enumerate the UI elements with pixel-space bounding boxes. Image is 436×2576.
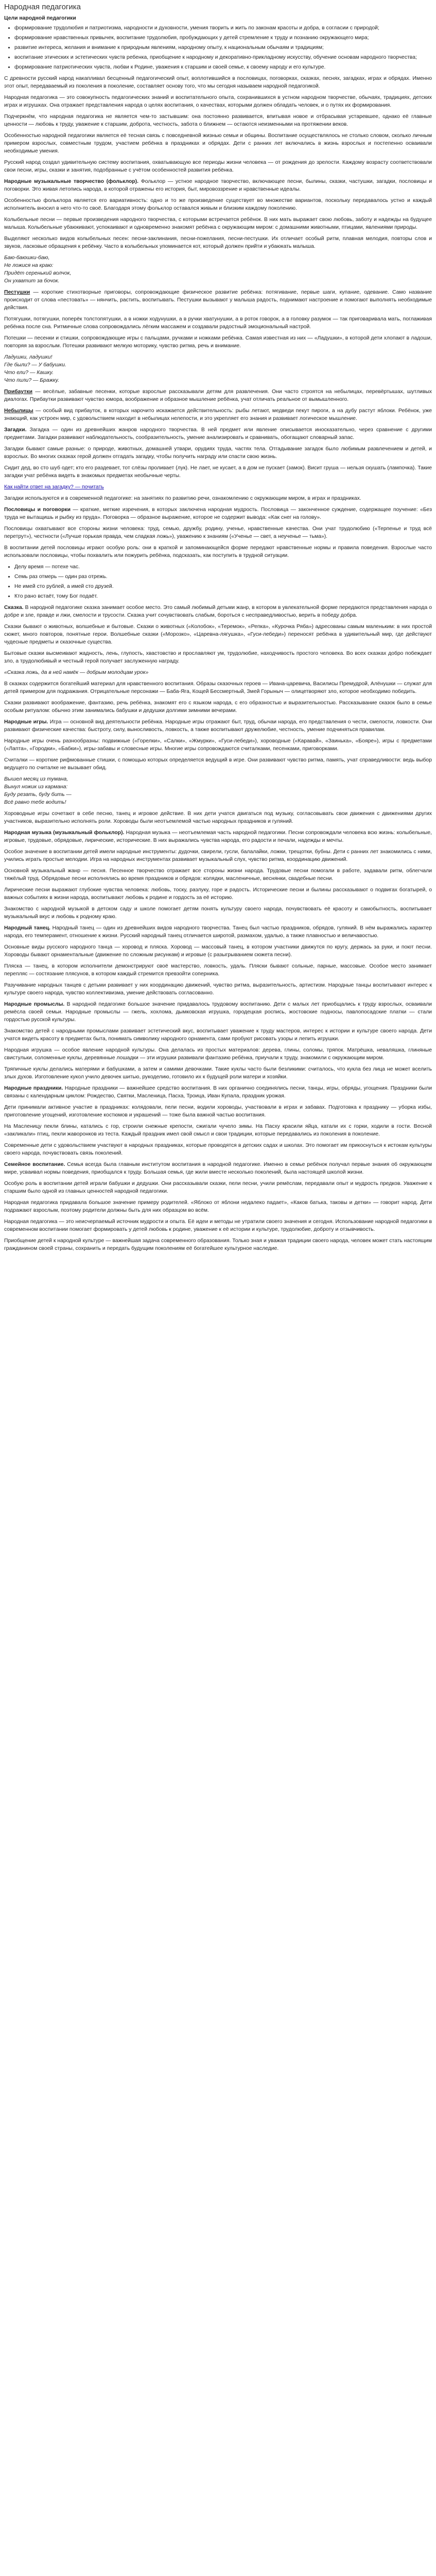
zagadki-link-paragraph <box>4 483 432 491</box>
poem-line: Баю-баюшки-баю, <box>4 255 50 261</box>
section-heading: Народные музыкальные творчество (фольклор). <box>4 179 139 184</box>
paragraph: Потешки — песенки и стишки, сопровождающие игры с пальцами, ручками и ножками ребёнка. Самая известная из них — «Ладушки», в которой дети хлопают в ладоши, повторяя за взрослым. Потешки развивают мелкую моторику, чувство ритма, речь и внимание. <box>4 335 432 349</box>
paragraph: Народная педагогика придавала большое значение примеру родителей. «Яблоко от яблони недалеко падает», «Каков батька, таковы и детки» — говорит народ. Дети подражают взрослым, поэтому родители должны быть для них образцом во всём. <box>4 1200 432 1213</box>
paragraph: Особую роль в воспитании детей играли бабушки и дедушки. Они рассказывали сказки, пели песни, учили ремёслам, передавали опыт и мудрость предков. Уважение к старшим было одной из главных ценностей народной педагогики. <box>4 1181 432 1194</box>
section-text: Народная музыка — неотъемлемая часть народной педагогики. Песни сопровождали человека всю жизнь: колыбельные, игровые, трудовые, обрядовые, лирические, исторические. В них выражались чувства народа, его радости и печали, надежды и мечты. <box>4 830 432 843</box>
section-text: — весёлые, забавные песенки, которые взрослые рассказывали детям для развлечения. Они часто строятся на небылицах, перевёртышах, шутливых диалогах. Прибаутки развивают чувство юмора, воображение и образное мышление ребёнка, учат отличать реальное от вымышленного. <box>4 389 432 402</box>
paragraph: Считалки — короткие рифмованные стишки, с помощью которых определяется ведущий в игре. Они развивают чувство ритма, память, учат справедливости: ведь выбор ведущего по считалке не вызывает обид. <box>4 757 432 771</box>
paragraph: Разучивание народных танцев с детьми развивает у них координацию движений, чувство ритма, выразительность, артистизм. Народные танцы воспитывают интерес к культуре своего народа, чувство коллективизма, умение действовать согласованно. <box>4 982 432 996</box>
paragraph: Основной музыкальный жанр — песня. Песенное творчество отражает все стороны жизни народа. Трудовые песни помогали в работе, задавали ритм, облегчали тяжёлый труд. Обрядовые песни исполнялись во время праздников и обрядов: колядки, масленичные, веснянки, свадебные песни. <box>4 868 432 882</box>
section-text: — краткие, меткие изречения, в которых заключена народная мудрость. Пословица — законченное суждение, содержащее поучение: «Без труда не вытащишь и рыбку из пруда». Поговорка — образное выражение, которое не содержит вывода: «Как снег на голову». <box>4 507 432 520</box>
paragraph: Особенностью фольклора является его вариативность: одно и то же произведение существует во множестве вариантов, поскольку передавалось устно и каждый исполнитель вносил в него что-то своё. Благодаря этому фольклор оставался живым и близким каждому поколению. <box>4 198 432 211</box>
paragraph: В воспитании детей пословицы играют особую роль: они в краткой и запоминающейся форме передают нравственные нормы и правила поведения. Взрослые часто использовали пословицы, чтобы похвалить или пожурить ребёнка, подсказать, как поступить в трудной ситуации. <box>4 545 432 558</box>
riddle-answer-link[interactable]: Как найти ответ на загадку? — почитать <box>4 484 104 490</box>
paragraph: Современные дети с удовольствием участвуют в народных праздниках, которые проводятся в детских садах и школах. Это помогает им прикоснуться к истокам культуры своего народа, почувствовать связь поколений. <box>4 1143 432 1156</box>
section-nebylitsy <box>4 407 432 422</box>
section-folk-songs <box>4 178 432 193</box>
paragraph: Пляска — танец, в котором исполнители демонстрируют своё мастерство, ловкость, удаль. Пляски бывают сольные, парные, массовые. Особое место занимает перепляс — состязание плясунов, в котором каждый стремится превзойти соперника. <box>4 963 432 977</box>
section-games <box>4 718 432 734</box>
ladushki-poem <box>4 353 432 384</box>
paragraph: Дети принимали активное участие в праздниках: колядовали, пели песни, водили хороводы, участвовали в играх и забавах. Подготовка к празднику — уборка избы, приготовление угощений, изготовление костюмов и украшений — тоже была важной частью воспитания. <box>4 1105 432 1118</box>
poem-line: Не ложися на краю: <box>4 263 54 268</box>
paragraph: Бытовые сказки высмеивают жадность, лень, глупость, хвастовство и прославляют ум, трудолюбие, находчивость простого человека. Во всех сказках добро побеждает зло, а трудолюбивый и честный герой получает заслуженную награду. <box>4 651 432 664</box>
paragraph: В сказках содержится богатейший материал для нравственного воспитания. Образы сказочных героев — Ивана-царевича, Василисы Премудрой, Алёнушки — служат для детей примером для подражания. Отрицательные персонажи — Баба-Яга, Кощей Бессмертный, Змей Горыныч — олицетворяют зло, которое необходимо победить. <box>4 681 432 694</box>
section-text: Игра — основной вид деятельности ребёнка. Народные игры отражают быт, труд, обычаи народа, его представления о чести, смелости, ловкости. Они развивают физические качества: быстроту, силу, выносливость, ловкость, а также воспитывают дружелюбие, честность, умение подчиняться правилам. <box>4 719 432 733</box>
list-item: • Делу время — потехе час. <box>14 563 432 571</box>
page-title: Народная педагогика <box>4 3 81 11</box>
cradle-poem <box>4 254 432 285</box>
section-music <box>4 829 432 844</box>
list-item: • формирование трудолюбия и патриотизма, народности и духовности, умения творить и жить по законам красоты и добра, в согласии с природой; <box>14 24 432 32</box>
poem-line: Всё равно тебе водить! <box>4 800 66 805</box>
poem-line: Что пили? — Бражку. <box>4 378 60 383</box>
paragraph: Хороводные игры сочетают в себе песню, танец и игровое действие. В них дети учатся двигаться под музыку, согласовывать свои движения с движениями других участников, выразительно исполнять роли. Хороводы были неотъемлемой частью народных праздников и гуляний. <box>4 811 432 824</box>
poem-line: Где были? — У бабушки. <box>4 362 66 368</box>
section-crafts <box>4 1001 432 1024</box>
paragraph: Потягушки, потягушки, поперёк толстопятушки, а в ножки ходунушки, а в ручки хватунушки, а в роток говорок, а в головку разумок — так приговаривала мать, поглаживая ребёнка после сна. Ритмичные слова сопровождались лёгким массажем и создавали радостный эмоциональный настрой. <box>4 316 432 330</box>
section-pestushki <box>4 289 432 312</box>
counting-rhyme <box>4 775 432 806</box>
poem-line: Буду резать, буду бить — <box>4 792 72 798</box>
section-heading: Небылицы <box>4 408 33 414</box>
section-heading: Прибаутки <box>4 389 32 395</box>
section-text: Семья всегда была главным институтом воспитания в народной педагогике. Именно в семье ребёнок получал первые знания об окружающем мире, усваивал нормы поведения, приобщался к труду. Большая семья, где жили вместе несколько поколений, была настоящей школой жизни. <box>4 1162 432 1175</box>
paragraph: Особое значение в воспитании детей имели народные инструменты: дудочки, свирели, гусли, балалайки, ложки, трещотки, бубны. Дети с ранних лет знакомились с ними, учились играть простые мелодии. Игра на народных инструментах развивает музыкальный слух, чувство ритма, координацию движений. <box>4 849 432 862</box>
paragraph: Приобщение детей к народной культуре — важнейшая задача современного образования. Только зная и уважая традиции своего народа, человек может стать настоящим гражданином своей страны, сохранить и передать будущим поколениям её богатейшее культурное наследие. <box>4 1238 432 1251</box>
section-family <box>4 1161 432 1176</box>
list-item: • Семь раз отмерь — один раз отрежь. <box>14 573 432 581</box>
section-holidays <box>4 1084 432 1100</box>
section-text: В народной педагогике сказка занимает особое место. Это самый любимый детьми жанр, в котором в увлекательной форме передаются представления народа о добре и зле, правде и лжи, смелости и трусости. Сказка учит сочувствовать слабым, бороться с несправедливостью, верить в победу добра. <box>4 605 432 618</box>
paragraph: Народная игрушка — особое явление народной культуры. Она делалась из простых материалов: дерева, глины, соломы, тряпок. Матрёшка, неваляшка, глиняные свистульки, соломенные куклы, деревянные лошадки — эти игрушки развивали фантазию ребёнка, приучали к труду, знакомили с окружающим миром. <box>4 1047 432 1061</box>
paragraph: Знакомство детей с народными промыслами развивает эстетический вкус, воспитывает уважение к труду мастеров, интерес к истории и культуре своего народа. Дети учатся видеть красоту в предметах быта, понимать символику народного орнамента, сами пробуют рисовать узоры и лепить игрушки. <box>4 1028 432 1042</box>
list-item: • формирование нравственных привычек, воспитание трудолюбия, пробуждающих у детей стремление к труду и познанию окружающего мира; <box>14 34 432 42</box>
poem-line: Он ухватит за бочок. <box>4 278 60 284</box>
paragraph: Сказки развивают воображение, фантазию, речь ребёнка, знакомят его с языком народа, с его образностью и выразительностью. Рассказывание сказок было в семье особым ритуалом: обычно этим занимались бабушки и дедушки долгими зимними вечерами. <box>4 700 432 714</box>
poem-line: Что ели? — Кашку. <box>4 370 54 376</box>
section-tales <box>4 604 432 619</box>
section-text: Народные праздники — важнейшее средство воспитания. В них органично соединялись песни, танцы, игры, обряды, угощения. Праздники были связаны с календарным циклом: Рождество, Святки, Масленица, Пасха, Троица, Иван Купала, праздник урожая. <box>4 1086 432 1099</box>
paragraph: Тряпичные куклы делались матерями и бабушками, а затем и самими девочками. Такие куклы часто были безликими: считалось, что кукла без лица не может вселить злых духов. Изготовление кукол учило девочек шитью, рукоделию, готовило их к будущей роли матери и хозяйки. <box>4 1066 432 1080</box>
list-item: • Не имей сто рублей, а имей сто друзей. <box>14 583 432 590</box>
section-heading: Народные праздники. <box>4 1086 63 1091</box>
section-text: Загадка — один из древнейших жанров народного творчества. В ней предмет или явление описывается иносказательно, через сравнение с другими предметами. Загадки развивают наблюдательность, сообразительность, умение анализировать и сравнивать, обогащают словарный запас. <box>4 427 432 440</box>
section-heading: Пестушки <box>4 290 30 295</box>
section-text: — особый вид прибауток, в которых нарочито искажается действительность: рыбы летают, медведи пекут пироги, а на дубу растут яблоки. Ребёнок, уже знающий, как устроен мир, с удовольствием находит в небылицах нелепости, и это укрепляет его знания и развивает логическое мышление. <box>4 408 432 421</box>
section-heading: Пословицы и поговорки <box>4 507 71 513</box>
paragraph: Колыбельные песни — первые произведения народного творчества, с которыми встречается ребёнок. В них мать выражает свою любовь, заботу и надежды на будущее малыша. Колыбельные убаюкивают, успокаивают и одновременно знакомят ребёнка с окружающим миром: с домашними животными, птицами, явлениями природы. <box>4 217 432 230</box>
paragraph: Подчеркнём, что народная педагогика не является чем-то застывшим: она постоянно развивается, впитывая новое и отбрасывая устаревшее, однако её главные ценности — любовь к труду, уважение к старшим, доброта, честность, забота о ближнем — остаются неизменными на протяжении веков. <box>4 114 432 127</box>
paragraph: С древности русский народ накапливал бесценный педагогический опыт, воплотившийся в пословицах, поговорках, сказках, песнях, загадках, играх и обрядах. Именно этот опыт, передаваемый из поколения в поколение, составляет основу того, что мы сегодня называем народной педагогикой. <box>4 76 432 89</box>
section-text: В народной педагогике большое значение придавалось трудовому воспитанию. Дети с малых лет приобщались к труду взрослых, осваивали ремёсла своей семьи. Народные промыслы — гжель, хохлома, дымковская игрушка, городецкая роспись, жостовские подносы, павлопосадские платки — стали гордостью русской культуры. <box>4 1002 432 1023</box>
section-proverbs <box>4 506 432 521</box>
section-dance <box>4 924 432 940</box>
section-heading: Народный танец. <box>4 925 50 931</box>
poem-line: Вынул ножик из кармана: <box>4 784 68 790</box>
section-text: — короткие стихотворные приговоры, сопровождающие физическое развитие ребёнка: потягивание, первые шаги, купание, одевание. Само название происходит от слова «пестовать» — нянчить, растить, воспитывать. Пестушки вызывают у малыша радость, поднимают настроение и помогают выполнять необходимые действия. <box>4 290 432 311</box>
paragraph: Народная педагогика — это неисчерпаемый источник мудрости и опыта. Её идеи и методы не утратили своего значения и сегодня. Использование народной педагогики в современном воспитании помогает формировать у детей любовь к родине, уважение к её истории и культуре, трудолюбие, доброту и отзывчивость. <box>4 1219 432 1232</box>
paragraph: Выделяют несколько видов колыбельных песен: песни-заклинания, песни-пожелания, песни-пестушки. Их отличает особый ритм, плавная мелодия, повторы слов и звуков, ласковые обращения к ребёнку. Часто в колыбельных упоминается кот, который должен прийти и убаюкать малыша. <box>4 236 432 249</box>
paragraph: Народная педагогика — это совокупность педагогических знаний и воспитательного опыта, сохранившихся в устном народном творчестве, обычаях, традициях, детских играх и игрушках. Она отражает представления народа о целях воспитания, о качествах, которыми должен обладать человек, и о путях их формирования. <box>4 95 432 108</box>
paragraph: Знакомство с народной музыкой в детском саду и школе помогает детям понять культуру своего народа, почувствовать её красоту и самобытность, воспитывает музыкальный вкус и любовь к родному краю. <box>4 906 432 920</box>
paragraph: Народные игры очень разнообразны: подвижные («Горелки», «Салки», «Жмурки», «Гуси-лебеди»), хороводные («Каравай», «Заинька», «Бояре»), игры с предметами («Лапта», «Городки», «Бабки»), игры-забавы и словесные игры. Многие игры сопровождаются считалками, песенками, приговорками. <box>4 738 432 752</box>
section-zagadki <box>4 426 432 442</box>
paragraph: Сказки бывают о животных, волшебные и бытовые. Сказки о животных («Колобок», «Теремок», «Репка», «Курочка Ряба») адресованы самым маленьким: в них простой сюжет, много повторов, понятные герои. Волшебные сказки («Морозко», «Царевна-лягушка», «Гуси-лебеди») переносят ребёнка в удивительный мир, где действуют чудесные предметы и сказочные существа. <box>4 624 432 645</box>
paragraph: Загадки используются и в современной педагогике: на занятиях по развитию речи, ознакомлению с окружающим миром, в играх и праздниках. <box>4 496 361 501</box>
tales-quote: «Сказка ложь, да в ней намёк — добрым молодцам урок» <box>4 670 149 675</box>
proverb-list <box>4 563 432 600</box>
poem-line: Ладушки, ладушки! <box>4 354 53 360</box>
list-item: • Кто рано встаёт, тому Бог подаёт. <box>14 592 432 600</box>
paragraph: Загадки бывают самые разные: о природе, животных, домашней утвари, орудиях труда, частях тела. Отгадывание загадок было любимым развлечением и детей, и взрослых. Во многих сказках герой должен отгадать загадку, чтобы получить награду или спасти свою жизнь. <box>4 446 432 460</box>
list-item: • формирование патриотических чувств, любви к Родине, уважения к старшим и своей семье, к своему народу и его культуре. <box>14 63 432 71</box>
goals-list <box>4 24 432 71</box>
goals-heading: Цели народной педагогики <box>4 15 76 21</box>
paragraph: Особенностью народной педагогики является её тесная связь с повседневной жизнью семьи и общины. Воспитание осуществлялось не столько словом, сколько личным примером взрослых, совместным трудом, участием ребёнка в праздниках и обрядах. Дети с ранних лет включались в жизнь взрослых и постепенно осваивали необходимые умения. <box>4 133 432 154</box>
paragraph: Сидит дед, во сто шуб одет; кто его раздевает, тот слёзы проливает (лук). Не лает, не кусает, а в дом не пускает (замок). Висит груша — нельзя скушать (лампочка). Такие загадки учат ребёнка видеть в знакомых предметах необычные черты. <box>4 465 432 479</box>
paragraph: Русский народ создал удивительную систему воспитания, охватывающую все периоды жизни человека — от рождения до зрелости. Каждому возрасту соответствовали свои песни, игры, сказки и занятия, подобранные с учётом особенностей развития ребёнка. <box>4 160 432 173</box>
article <box>0 0 436 1261</box>
section-heading: Загадки. <box>4 427 27 433</box>
poem-line: Придёт серенький волчок, <box>4 270 72 276</box>
section-heading: Народные промыслы. <box>4 1002 65 1007</box>
section-text: Народный танец — один из древнейших видов народного творчества. Танец был частью праздников, обрядов, гуляний. В нём выражались характер народа, его темперамент, отношение к жизни. Русский народный танец отличается широтой, размахом, удалью, а также плавностью и величавостью. <box>4 925 432 939</box>
section-text: Фольклор — устное народное творчество, включающее песни, былины, сказки, частушки, загадки, пословицы и поговорки. Это живая летопись народа, в которой отражены его история, быт, мировоззрение и нравственные идеалы. <box>4 179 432 192</box>
paragraph: Лирические песни выражают глубокие чувства человека: любовь, тоску, разлуку, горе и радость. Исторические песни и былины рассказывают о подвигах богатырей, о важных событиях в жизни народа, воспитывают любовь к родине и гордость за её историю. <box>4 887 432 901</box>
list-item: • воспитание этических и эстетических чувств ребенка, приобщение к народному и декоративно-прикладному искусству, обучение основам народного творчества; <box>14 54 432 61</box>
section-pribautki <box>4 388 432 403</box>
list-item: • развитие интереса, желания и внимание к природным явлениям, народному опыту, к национальным обычаям и традициям; <box>14 44 432 52</box>
poem-line: Вышел месяц из тумана, <box>4 776 68 782</box>
paragraph: Основные виды русского народного танца — хоровод и пляска. Хоровод — массовый танец, в котором участники движутся по кругу, держась за руки, и поют песни. Хороводы бывают орнаментальные (движение по сложным рисункам) и игровые (с разыгрыванием сюжета песни). <box>4 944 432 958</box>
section-heading: Народная музыка (музыкальный фольклор). <box>4 830 125 836</box>
paragraph: На Масленицу пекли блины, катались с гор, строили снежные крепости, сжигали чучело зимы. На Пасху красили яйца, катали их с горки, ходили в гости. Весной «закликали» птиц, пекли жаворонков из теста. Каждый праздник имел свой смысл и свои традиции, которые передавались из поколения в поколение. <box>4 1124 432 1137</box>
section-heading: Сказка. <box>4 605 24 611</box>
section-heading: Семейное воспитание. <box>4 1162 65 1167</box>
section-heading: Народные игры. <box>4 719 48 725</box>
paragraph: Пословицы охватывают все стороны жизни человека: труд, семью, дружбу, родину, ученье, нравственные качества. Они учат трудолюбию («Терпенье и труд всё перетрут»), честности («Лучше горькая правда, чем сладкая ложь»), уважению к знаниям («Ученье — свет, а неученье — тьма»). <box>4 526 432 539</box>
